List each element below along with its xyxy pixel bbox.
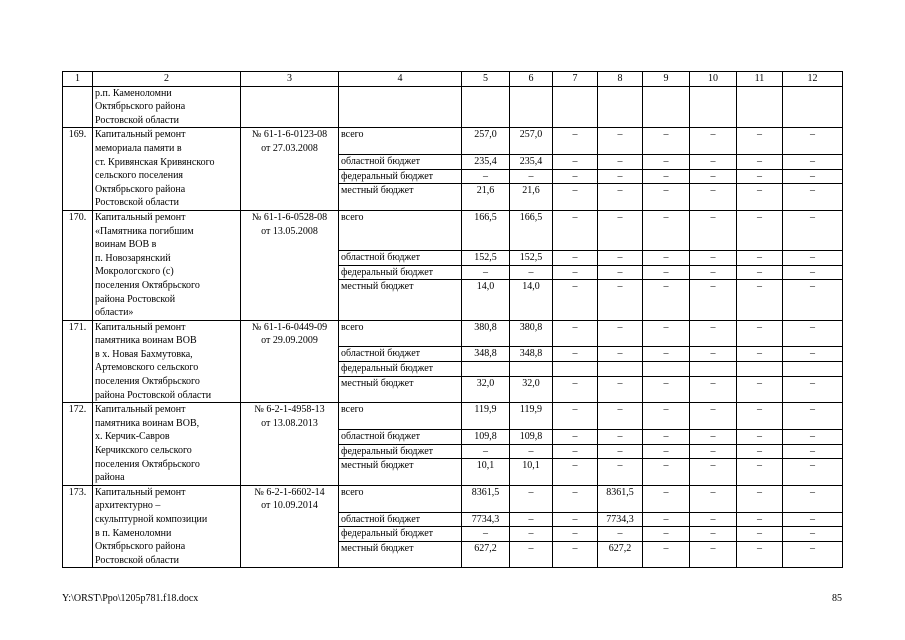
amount-cell: – <box>553 403 598 430</box>
amount-cell: 21,6 <box>462 184 510 211</box>
funding-source: федеральный бюджет <box>339 527 462 542</box>
amount-cell: – <box>737 485 783 512</box>
amount-cell: – <box>553 155 598 170</box>
amount-cell: – <box>553 169 598 184</box>
amount-cell: – <box>737 251 783 266</box>
amount-cell: – <box>690 280 737 320</box>
amount-cell: 257,0 <box>462 128 510 155</box>
amount-cell: 7734,3 <box>598 512 643 527</box>
amount-cell: – <box>690 210 737 250</box>
column-number: 6 <box>510 72 553 87</box>
funding-source: всего <box>339 210 462 250</box>
amount-cell: – <box>598 251 643 266</box>
amount-cell: – <box>783 347 843 362</box>
amount-cell: – <box>690 527 737 542</box>
amount-cell: – <box>462 527 510 542</box>
amount-cell: – <box>643 429 690 444</box>
amount-cell <box>643 361 690 376</box>
amount-cell: 10,1 <box>462 459 510 486</box>
amount-cell: 7734,3 <box>462 512 510 527</box>
amount-cell: – <box>553 265 598 280</box>
amount-cell: – <box>553 280 598 320</box>
amount-cell: – <box>690 459 737 486</box>
amount-cell: – <box>462 265 510 280</box>
amount-cell: – <box>598 444 643 459</box>
amount-cell: 8361,5 <box>598 485 643 512</box>
page-number: 85 <box>832 593 842 604</box>
amount-cell: – <box>737 280 783 320</box>
amount-cell <box>510 361 553 376</box>
row-number: 170. <box>63 210 93 320</box>
amount-cell: – <box>643 376 690 403</box>
amount-cell: – <box>690 376 737 403</box>
amount-cell: – <box>643 459 690 486</box>
amount-cell: – <box>737 169 783 184</box>
amount-cell: – <box>737 444 783 459</box>
amount-cell: – <box>783 444 843 459</box>
amount-cell: 627,2 <box>462 541 510 568</box>
amount-cell: – <box>783 541 843 568</box>
column-number: 11 <box>737 72 783 87</box>
amount-cell: – <box>598 184 643 211</box>
amount-cell: – <box>737 184 783 211</box>
amount-cell: – <box>783 265 843 280</box>
amount-cell: 257,0 <box>510 128 553 155</box>
amount-cell: – <box>553 251 598 266</box>
amount-cell: – <box>783 251 843 266</box>
column-number: 10 <box>690 72 737 87</box>
amount-cell <box>783 361 843 376</box>
funding-source: федеральный бюджет <box>339 265 462 280</box>
amount-cell: – <box>510 169 553 184</box>
column-number: 9 <box>643 72 690 87</box>
funding-source: областной бюджет <box>339 155 462 170</box>
amount-cell: – <box>783 527 843 542</box>
amount-cell: – <box>643 541 690 568</box>
table-row <box>63 403 843 430</box>
continuation-row <box>63 86 843 128</box>
amount-cell: – <box>737 459 783 486</box>
amount-cell: – <box>598 155 643 170</box>
amount-cell: – <box>643 527 690 542</box>
object-name: Капитальный ремонт мемориала памяти в ст. Кривянская Кривянского сельского поселения Октябрьского района Ростовской области <box>93 128 241 211</box>
column-number: 5 <box>462 72 510 87</box>
amount-cell: – <box>690 265 737 280</box>
amount-cell: – <box>690 429 737 444</box>
amount-cell: 8361,5 <box>462 485 510 512</box>
funding-source: всего <box>339 403 462 430</box>
amount-cell: – <box>783 403 843 430</box>
amount-cell: 152,5 <box>462 251 510 266</box>
amount-cell: – <box>737 210 783 250</box>
amount-cell: – <box>737 512 783 527</box>
amount-cell: – <box>737 128 783 155</box>
amount-cell: – <box>643 184 690 211</box>
amount-cell: – <box>643 512 690 527</box>
amount-cell: – <box>598 169 643 184</box>
amount-cell: – <box>783 512 843 527</box>
funding-source: всего <box>339 128 462 155</box>
amount-cell: – <box>783 485 843 512</box>
document-number: № 61-1-6-0123-08 от 27.03.2008 <box>241 128 339 211</box>
amount-cell: – <box>598 527 643 542</box>
row-number: 169. <box>63 128 93 211</box>
amount-cell: – <box>783 280 843 320</box>
amount-cell: – <box>643 155 690 170</box>
object-name: Капитальный ремонт архитектурно – скульптурной композиции в п. Каменоломни Октябрьского района Ростовской области <box>93 485 241 568</box>
object-name: Капитальный ремонт «Памятника погибшим воинам ВОВ в п. Новозарянский Мокрологского (с) поселения Октябрьского района Ростовской области» <box>93 210 241 320</box>
amount-cell: – <box>643 251 690 266</box>
amount-cell: – <box>553 485 598 512</box>
amount-cell: – <box>643 444 690 459</box>
amount-cell: 119,9 <box>462 403 510 430</box>
document-number: № 61-1-6-0528-08 от 13.05.2008 <box>241 210 339 320</box>
amount-cell: – <box>553 512 598 527</box>
investment-table <box>62 71 843 568</box>
funding-source: местный бюджет <box>339 541 462 568</box>
amount-cell: – <box>690 403 737 430</box>
amount-cell: – <box>553 444 598 459</box>
amount-cell: – <box>643 169 690 184</box>
document-number: № 6-2-1-4958-13 от 13.08.2013 <box>241 403 339 486</box>
amount-cell: – <box>553 376 598 403</box>
amount-cell: – <box>783 210 843 250</box>
amount-cell: – <box>643 128 690 155</box>
amount-cell: – <box>737 155 783 170</box>
amount-cell: – <box>690 444 737 459</box>
amount-cell: – <box>737 429 783 444</box>
header-row <box>63 72 843 87</box>
column-number: 8 <box>598 72 643 87</box>
amount-cell: – <box>737 265 783 280</box>
amount-cell: – <box>598 280 643 320</box>
amount-cell: 380,8 <box>462 320 510 347</box>
table-body <box>63 72 843 568</box>
funding-source: местный бюджет <box>339 184 462 211</box>
object-name: р.п. Каменоломни Октябрьского района Ростовской области <box>93 86 241 128</box>
amount-cell: 109,8 <box>510 429 553 444</box>
amount-cell <box>690 361 737 376</box>
amount-cell: 235,4 <box>462 155 510 170</box>
amount-cell: – <box>510 512 553 527</box>
amount-cell: 10,1 <box>510 459 553 486</box>
amount-cell: – <box>643 280 690 320</box>
amount-cell: 152,5 <box>510 251 553 266</box>
amount-cell: – <box>598 265 643 280</box>
table-row <box>63 128 843 155</box>
amount-cell: – <box>690 512 737 527</box>
amount-cell: – <box>510 444 553 459</box>
table-row <box>63 320 843 347</box>
amount-cell: – <box>643 403 690 430</box>
amount-cell: – <box>783 429 843 444</box>
amount-cell: – <box>783 169 843 184</box>
amount-cell: – <box>462 169 510 184</box>
amount-cell: – <box>690 251 737 266</box>
amount-cell: – <box>737 527 783 542</box>
row-number: 173. <box>63 485 93 568</box>
funding-source: областной бюджет <box>339 251 462 266</box>
amount-cell <box>462 361 510 376</box>
amount-cell: – <box>643 347 690 362</box>
amount-cell <box>737 361 783 376</box>
amount-cell: 32,0 <box>462 376 510 403</box>
amount-cell: – <box>510 541 553 568</box>
amount-cell: 380,8 <box>510 320 553 347</box>
amount-cell: – <box>553 429 598 444</box>
amount-cell: – <box>737 320 783 347</box>
amount-cell: – <box>690 347 737 362</box>
amount-cell: – <box>783 320 843 347</box>
amount-cell: 32,0 <box>510 376 553 403</box>
amount-cell: – <box>690 184 737 211</box>
amount-cell <box>598 361 643 376</box>
amount-cell: – <box>690 541 737 568</box>
amount-cell: – <box>783 128 843 155</box>
amount-cell: – <box>553 184 598 211</box>
amount-cell: 109,8 <box>462 429 510 444</box>
amount-cell: – <box>598 459 643 486</box>
amount-cell: – <box>553 459 598 486</box>
amount-cell: – <box>598 376 643 403</box>
amount-cell: – <box>598 403 643 430</box>
column-number: 1 <box>63 72 93 87</box>
amount-cell: – <box>510 527 553 542</box>
row-number: 171. <box>63 320 93 403</box>
amount-cell: 348,8 <box>510 347 553 362</box>
amount-cell: 14,0 <box>462 280 510 320</box>
amount-cell: – <box>510 485 553 512</box>
funding-source: федеральный бюджет <box>339 444 462 459</box>
column-number: 12 <box>783 72 843 87</box>
amount-cell: – <box>783 459 843 486</box>
amount-cell: – <box>783 155 843 170</box>
amount-cell: – <box>462 444 510 459</box>
amount-cell: – <box>553 128 598 155</box>
amount-cell: 166,5 <box>510 210 553 250</box>
footer-file-path: Y:\ORST\Ppo\1205p781.f18.docx <box>62 593 199 604</box>
amount-cell: – <box>643 485 690 512</box>
funding-source: федеральный бюджет <box>339 169 462 184</box>
amount-cell: – <box>690 169 737 184</box>
amount-cell: – <box>598 347 643 362</box>
amount-cell: – <box>553 347 598 362</box>
amount-cell: – <box>783 184 843 211</box>
table-row <box>63 485 843 512</box>
amount-cell: 119,9 <box>510 403 553 430</box>
funding-source: всего <box>339 320 462 347</box>
amount-cell: – <box>690 320 737 347</box>
amount-cell: 627,2 <box>598 541 643 568</box>
amount-cell <box>553 361 598 376</box>
amount-cell: – <box>598 210 643 250</box>
amount-cell: – <box>553 541 598 568</box>
column-number: 3 <box>241 72 339 87</box>
amount-cell: – <box>553 210 598 250</box>
amount-cell: – <box>598 429 643 444</box>
amount-cell: – <box>553 320 598 347</box>
amount-cell: – <box>510 265 553 280</box>
amount-cell: 14,0 <box>510 280 553 320</box>
column-number: 7 <box>553 72 598 87</box>
funding-source: федеральный бюджет <box>339 361 462 376</box>
object-name: Капитальный ремонт памятника воинам ВОВ в х. Новая Бахмутовка, Артемовского сельского поселения Октябрьского района Ростовской области <box>93 320 241 403</box>
amount-cell: 166,5 <box>462 210 510 250</box>
object-name: Капитальный ремонт памятника воинам ВОВ, х. Керчик-Савров Керчикского сельского поселения Октябрьского района <box>93 403 241 486</box>
amount-cell: 348,8 <box>462 347 510 362</box>
amount-cell: – <box>690 128 737 155</box>
amount-cell: 235,4 <box>510 155 553 170</box>
document-number: № 6-2-1-6602-14 от 10.09.2014 <box>241 485 339 568</box>
amount-cell: – <box>598 128 643 155</box>
amount-cell: – <box>643 210 690 250</box>
amount-cell: – <box>737 376 783 403</box>
amount-cell: – <box>737 403 783 430</box>
funding-source: областной бюджет <box>339 347 462 362</box>
funding-source: местный бюджет <box>339 376 462 403</box>
funding-source: местный бюджет <box>339 459 462 486</box>
amount-cell: 21,6 <box>510 184 553 211</box>
row-number: 172. <box>63 403 93 486</box>
amount-cell: – <box>690 485 737 512</box>
amount-cell: – <box>553 527 598 542</box>
amount-cell: – <box>783 376 843 403</box>
amount-cell: – <box>598 320 643 347</box>
column-number: 4 <box>339 72 462 87</box>
amount-cell: – <box>690 155 737 170</box>
table-row <box>63 210 843 250</box>
document-number: № 61-1-6-0449-09 от 29.09.2009 <box>241 320 339 403</box>
column-number: 2 <box>93 72 241 87</box>
funding-source: всего <box>339 485 462 512</box>
funding-source: местный бюджет <box>339 280 462 320</box>
amount-cell: – <box>737 541 783 568</box>
funding-source: областной бюджет <box>339 429 462 444</box>
amount-cell: – <box>737 347 783 362</box>
funding-source: областной бюджет <box>339 512 462 527</box>
amount-cell: – <box>643 320 690 347</box>
amount-cell: – <box>643 265 690 280</box>
